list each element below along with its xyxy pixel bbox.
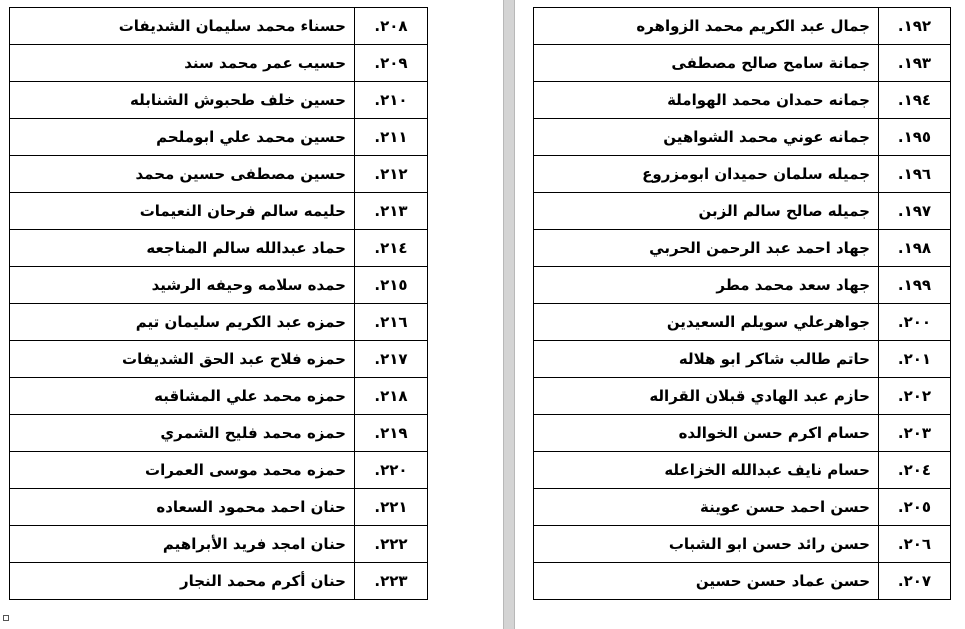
row-number: ٢١٢. — [355, 156, 428, 193]
row-number: ٢٢٢. — [355, 526, 428, 563]
table-row — [10, 45, 428, 82]
names-table-right-body — [534, 8, 951, 600]
table-row — [534, 452, 951, 489]
person-name: حسناء محمد سليمان الشديفات — [10, 8, 355, 45]
person-name: حسام نايف عبدالله الخزاعله — [534, 452, 879, 489]
person-name: حسام اكرم حسن الخوالده — [534, 415, 879, 452]
page-corner-marker — [3, 615, 9, 621]
row-number: ٢١٩. — [355, 415, 428, 452]
table-row — [534, 156, 951, 193]
row-number: ١٩٧. — [879, 193, 951, 230]
table-row — [10, 563, 428, 600]
row-number: ٢١٨. — [355, 378, 428, 415]
table-row — [10, 267, 428, 304]
row-number: ٢٠١. — [879, 341, 951, 378]
person-name: جمانه عوني محمد الشواهين — [534, 119, 879, 156]
table-row — [534, 378, 951, 415]
row-number: ٢٠٣. — [879, 415, 951, 452]
row-number: ١٩٦. — [879, 156, 951, 193]
row-number: ٢١٠. — [355, 82, 428, 119]
table-row — [10, 341, 428, 378]
names-table-right — [533, 7, 951, 600]
table-row — [534, 8, 951, 45]
person-name: جمانه حمدان محمد الهواملة — [534, 82, 879, 119]
names-table-left — [9, 7, 428, 600]
table-row — [10, 304, 428, 341]
person-name: جواهرعلي سويلم السعيدين — [534, 304, 879, 341]
table-row — [534, 45, 951, 82]
table-row — [534, 267, 951, 304]
row-number: ١٩٩. — [879, 267, 951, 304]
person-name: جميله صالح سالم الزبن — [534, 193, 879, 230]
person-name: حمزه محمد فليح الشمري — [10, 415, 355, 452]
person-name: جهاد سعد محمد مطر — [534, 267, 879, 304]
person-name: حمزه عبد الكريم سليمان تيم — [10, 304, 355, 341]
names-table-left-body — [10, 8, 428, 600]
person-name: جميله سلمان حميدان ابومزروع — [534, 156, 879, 193]
table-row — [534, 304, 951, 341]
row-number: ٢٠٨. — [355, 8, 428, 45]
table-row — [10, 193, 428, 230]
row-number: ٢١٧. — [355, 341, 428, 378]
table-row — [534, 230, 951, 267]
table-row — [10, 489, 428, 526]
row-number: ٢١٦. — [355, 304, 428, 341]
table-row — [10, 415, 428, 452]
person-name: حسن رائد حسن ابو الشباب — [534, 526, 879, 563]
table-row — [534, 489, 951, 526]
table-row — [10, 156, 428, 193]
page-gutter — [503, 0, 515, 629]
person-name: حسين خلف طحبوش الشنابله — [10, 82, 355, 119]
row-number: ٢٢٣. — [355, 563, 428, 600]
table-row — [10, 526, 428, 563]
row-number: ٢٢٠. — [355, 452, 428, 489]
row-number: ١٩٢. — [879, 8, 951, 45]
person-name: حمزه محمد علي المشاقبه — [10, 378, 355, 415]
person-name: جهاد احمد عبد الرحمن الحربي — [534, 230, 879, 267]
table-row — [10, 119, 428, 156]
table-row — [10, 8, 428, 45]
row-number: ٢٠٤. — [879, 452, 951, 489]
person-name: حسن احمد حسن عوينة — [534, 489, 879, 526]
row-number: ٢١٥. — [355, 267, 428, 304]
person-name: حمزه محمد موسى العمرات — [10, 452, 355, 489]
table-row — [10, 82, 428, 119]
person-name: حمده سلامه وحيفه الرشيد — [10, 267, 355, 304]
table-row — [10, 378, 428, 415]
person-name: حسين مصطفى حسين محمد — [10, 156, 355, 193]
person-name: حنان أكرم محمد النجار — [10, 563, 355, 600]
person-name: حازم عبد الهادي قبلان القراله — [534, 378, 879, 415]
row-number: ٢٠٥. — [879, 489, 951, 526]
row-number: ٢٠٦. — [879, 526, 951, 563]
table-row — [10, 230, 428, 267]
table-row — [534, 82, 951, 119]
person-name: جمال عبد الكريم محمد الزواهره — [534, 8, 879, 45]
row-number: ٢١٣. — [355, 193, 428, 230]
table-row — [534, 563, 951, 600]
row-number: ٢٠٢. — [879, 378, 951, 415]
row-number: ١٩٨. — [879, 230, 951, 267]
person-name: حسيب عمر محمد سند — [10, 45, 355, 82]
row-number: ١٩٤. — [879, 82, 951, 119]
person-name: حسين محمد علي ابوملحم — [10, 119, 355, 156]
table-row — [534, 119, 951, 156]
person-name: حليمه سالم فرحان النعيمات — [10, 193, 355, 230]
row-number: ١٩٣. — [879, 45, 951, 82]
person-name: جمانة سامح صالح مصطفى — [534, 45, 879, 82]
row-number: ٢٢١. — [355, 489, 428, 526]
row-number: ٢٠٧. — [879, 563, 951, 600]
person-name: حاتم طالب شاكر ابو هلاله — [534, 341, 879, 378]
table-row — [10, 452, 428, 489]
person-name: حنان احمد محمود السعاده — [10, 489, 355, 526]
row-number: ١٩٥. — [879, 119, 951, 156]
row-number: ٢٠٠. — [879, 304, 951, 341]
table-row — [534, 341, 951, 378]
person-name: حماد عبدالله سالم المناجعه — [10, 230, 355, 267]
row-number: ٢١٤. — [355, 230, 428, 267]
person-name: حنان امجد فريد الأبراهيم — [10, 526, 355, 563]
person-name: حسن عماد حسن حسين — [534, 563, 879, 600]
row-number: ٢٠٩. — [355, 45, 428, 82]
person-name: حمزه فلاح عبد الحق الشديفات — [10, 341, 355, 378]
table-row — [534, 193, 951, 230]
table-row — [534, 415, 951, 452]
row-number: ٢١١. — [355, 119, 428, 156]
table-row — [534, 526, 951, 563]
